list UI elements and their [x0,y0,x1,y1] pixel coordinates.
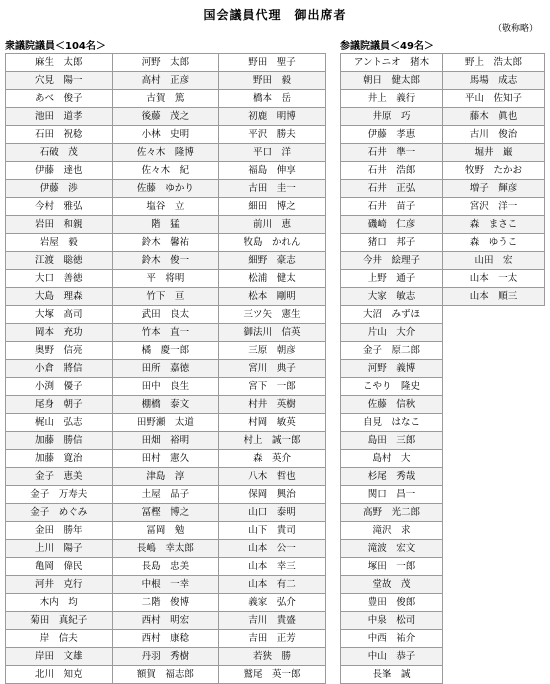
member-name-cell: 長嶋 幸太郎 [112,540,219,558]
member-name-cell: 高村 正彦 [112,72,219,90]
member-name-cell: 丹羽 秀樹 [112,648,219,666]
member-name-cell: 大沼 みずほ [341,306,443,324]
member-name-cell: 田所 嘉徳 [112,360,219,378]
member-name-cell: 岸 信夫 [6,630,113,648]
member-name-cell: 塚田 一郎 [341,558,443,576]
member-name-cell: 奥野 信亮 [6,342,113,360]
member-name-cell: アントニオ 猪木 [341,54,443,72]
table-row [6,576,326,594]
table-row [341,576,545,594]
member-name-cell: 長峯 誠 [341,666,443,684]
member-name-cell: 滝波 宏文 [341,540,443,558]
upper-house-heading: 参議院議員＜49名＞ [340,41,434,52]
table-row [341,612,545,630]
member-name-cell: 自見 はなこ [341,414,443,432]
member-name-cell: 加藤 勝信 [6,432,113,450]
member-name-cell: 村上 誠一郎 [219,432,326,450]
member-name-cell: 北川 知克 [6,666,113,684]
member-name-cell: 冨岡 勉 [112,522,219,540]
table-row [6,234,326,252]
member-name-cell: 御法川 信英 [219,324,326,342]
empty-cell [443,324,545,342]
member-name-cell: 野上 浩太郎 [443,54,545,72]
empty-cell [443,576,545,594]
member-name-cell: 西村 明宏 [112,612,219,630]
member-name-cell: 古賀 篤 [112,90,219,108]
empty-cell [443,540,545,558]
member-name-cell: 馬場 成志 [443,72,545,90]
table-row [6,270,326,288]
member-name-cell: 金子 恵美 [6,468,113,486]
member-name-cell: 堂故 茂 [341,576,443,594]
member-name-cell: 森 ゆうこ [443,234,545,252]
member-name-cell: 佐々木 隆博 [112,144,219,162]
member-name-cell: 岸田 文雄 [6,648,113,666]
member-name-cell: 高野 光二郎 [341,504,443,522]
member-name-cell: 村岡 敏英 [219,414,326,432]
member-name-cell: 猪口 邦子 [341,234,443,252]
member-name-cell: 細野 豪志 [219,252,326,270]
member-name-cell: 森 まさこ [443,216,545,234]
empty-cell [443,486,545,504]
member-name-cell: 宮川 典子 [219,360,326,378]
table-row [6,72,326,90]
member-name-cell: 田野瀬 太道 [112,414,219,432]
member-name-cell: 岩田 和親 [6,216,113,234]
table-row [341,306,545,324]
table-row [6,522,326,540]
member-name-cell: 伊藤 達也 [6,162,113,180]
table-row [341,396,545,414]
upper-house-table [340,53,545,684]
table-row [6,90,326,108]
table-row [6,360,326,378]
member-name-cell: 石井 正弘 [341,180,443,198]
member-name-cell: 金子 原二郎 [341,342,443,360]
member-name-cell: 八木 哲也 [219,468,326,486]
member-name-cell: 石井 準一 [341,144,443,162]
table-row [6,486,326,504]
member-name-cell: 麻生 太郎 [6,54,113,72]
member-name-cell: 野田 聖子 [219,54,326,72]
member-name-cell: 福島 伸享 [219,162,326,180]
empty-cell [443,630,545,648]
member-name-cell: 松浦 健太 [219,270,326,288]
table-row [6,144,326,162]
member-name-cell: 井原 巧 [341,108,443,126]
member-name-cell: 池田 道孝 [6,108,113,126]
member-name-cell: 二階 俊博 [112,594,219,612]
member-name-cell: 鷲尾 英一郎 [219,666,326,684]
member-name-cell: 岩屋 毅 [6,234,113,252]
member-name-cell: 古川 俊治 [443,126,545,144]
table-row [6,288,326,306]
table-row [6,108,326,126]
member-name-cell: 今井 絵理子 [341,252,443,270]
table-row [6,630,326,648]
table-row [341,378,545,396]
member-name-cell: 細田 博之 [219,198,326,216]
member-name-cell: 田村 憲久 [112,450,219,468]
member-name-cell: 額賀 福志郎 [112,666,219,684]
member-name-cell: 田中 良生 [112,378,219,396]
member-name-cell: 牧島 かれん [219,234,326,252]
table-row [341,216,545,234]
member-name-cell: 加藤 寛治 [6,450,113,468]
member-name-cell: 鈴木 俊一 [112,252,219,270]
member-name-cell: 木内 均 [6,594,113,612]
table-row [341,162,545,180]
member-name-cell: 藤木 眞也 [443,108,545,126]
lower-house-table [5,53,326,684]
table-row [341,450,545,468]
table-row [6,648,326,666]
empty-cell [443,360,545,378]
empty-cell [443,450,545,468]
member-name-cell: 石田 祝稔 [6,126,113,144]
table-row [6,324,326,342]
empty-cell [443,396,545,414]
table-row [341,360,545,378]
member-name-cell: 佐藤 ゆかり [112,180,219,198]
table-row [6,126,326,144]
member-name-cell: 金子 めぐみ [6,504,113,522]
table-row [6,612,326,630]
member-name-cell: 前川 恵 [219,216,326,234]
member-name-cell: 大島 理森 [6,288,113,306]
member-name-cell: 山本 幸三 [219,558,326,576]
member-name-cell: 河野 太郎 [112,54,219,72]
member-name-cell: 堀井 巌 [443,144,545,162]
member-name-cell: 増子 輝彦 [443,180,545,198]
member-name-cell: 塩谷 立 [112,198,219,216]
member-name-cell: 河野 義博 [341,360,443,378]
member-name-cell: 金田 勝年 [6,522,113,540]
member-name-cell: 大口 善徳 [6,270,113,288]
member-name-cell: 田畑 裕明 [112,432,219,450]
member-name-cell: 冨樫 博之 [112,504,219,522]
member-name-cell: 石井 苗子 [341,198,443,216]
member-name-cell: 伊藤 渉 [6,180,113,198]
empty-cell [443,594,545,612]
member-name-cell: 中山 恭子 [341,648,443,666]
member-name-cell: 村井 英樹 [219,396,326,414]
empty-cell [443,414,545,432]
member-name-cell: 平山 佐知子 [443,90,545,108]
table-row [341,324,545,342]
table-row [6,468,326,486]
empty-cell [443,504,545,522]
member-name-cell: 鈴木 馨祐 [112,234,219,252]
table-row [6,198,326,216]
member-name-cell: こやり 隆史 [341,378,443,396]
table-row [341,144,545,162]
empty-cell [443,558,545,576]
table-row [341,234,545,252]
member-name-cell: 牧野 たかお [443,162,545,180]
lower-house-heading: 衆議院議員＜104名＞ [5,41,106,52]
member-name-cell: 金子 万寿夫 [6,486,113,504]
member-name-cell: 磯崎 仁彦 [341,216,443,234]
table-row [341,558,545,576]
member-name-cell: 武田 良太 [112,306,219,324]
table-row [341,198,545,216]
member-name-cell: 宮下 一郎 [219,378,326,396]
member-name-cell: 大塚 高司 [6,306,113,324]
member-name-cell: 保岡 興治 [219,486,326,504]
table-row [6,378,326,396]
member-name-cell: 大家 敏志 [341,288,443,306]
member-name-cell: 小林 史明 [112,126,219,144]
table-row [341,414,545,432]
member-name-cell: 義家 弘介 [219,594,326,612]
member-name-cell: 杉尾 秀哉 [341,468,443,486]
member-name-cell: 石井 浩郎 [341,162,443,180]
member-name-cell: 宮沢 洋一 [443,198,545,216]
table-row [341,288,545,306]
member-name-cell: 平口 洋 [219,144,326,162]
honorific-note: （敬称略） [492,24,538,34]
member-name-cell: 関口 昌一 [341,486,443,504]
table-row [341,90,545,108]
table-row [341,252,545,270]
member-name-cell: 平 将明 [112,270,219,288]
table-row [6,396,326,414]
member-name-cell: 竹下 亘 [112,288,219,306]
table-row [341,72,545,90]
table-row [341,504,545,522]
member-name-cell: 豊田 俊郎 [341,594,443,612]
empty-cell [443,522,545,540]
member-name-cell: 若狭 勝 [219,648,326,666]
member-name-cell: 島村 大 [341,450,443,468]
table-row [341,180,545,198]
member-name-cell: 平沢 勝夫 [219,126,326,144]
table-row [6,450,326,468]
member-name-cell: 井上 義行 [341,90,443,108]
table-row [6,504,326,522]
member-name-cell: 津島 淳 [112,468,219,486]
table-row [6,252,326,270]
member-name-cell: 菊田 真紀子 [6,612,113,630]
member-name-cell: 西村 康稔 [112,630,219,648]
member-name-cell: 上野 通子 [341,270,443,288]
member-name-cell: 中西 祐介 [341,630,443,648]
member-name-cell: 三原 朝彦 [219,342,326,360]
table-row [6,342,326,360]
member-name-cell: 河井 克行 [6,576,113,594]
member-name-cell: 山本 有二 [219,576,326,594]
member-name-cell: 小渕 優子 [6,378,113,396]
member-name-cell: 吉田 正芳 [219,630,326,648]
table-row [341,432,545,450]
member-name-cell: 土屋 品子 [112,486,219,504]
member-name-cell: 上川 陽子 [6,540,113,558]
member-name-cell: 梶山 弘志 [6,414,113,432]
member-name-cell: 長島 忠美 [112,558,219,576]
member-name-cell: 山本 一太 [443,270,545,288]
member-name-cell: 岡本 充功 [6,324,113,342]
table-row [341,270,545,288]
table-row [6,414,326,432]
table-row [6,558,326,576]
table-row [341,594,545,612]
upper-house-body [341,54,545,684]
member-name-cell: 三ツ矢 憲生 [219,306,326,324]
table-row [6,162,326,180]
table-row [341,126,545,144]
member-name-cell: 棚橋 泰文 [112,396,219,414]
member-name-cell: 佐藤 信秋 [341,396,443,414]
member-name-cell: 初鹿 明博 [219,108,326,126]
member-name-cell: 片山 大介 [341,324,443,342]
member-name-cell: 古田 圭一 [219,180,326,198]
member-name-cell: 滝沢 求 [341,522,443,540]
member-name-cell: 伊藤 孝恵 [341,126,443,144]
table-row [341,342,545,360]
member-name-cell: 野田 毅 [219,72,326,90]
table-row [341,468,545,486]
member-name-cell: 石破 茂 [6,144,113,162]
empty-cell [443,648,545,666]
table-row [341,54,545,72]
member-name-cell: 山下 貴司 [219,522,326,540]
table-row [341,108,545,126]
member-name-cell: 島田 三郎 [341,432,443,450]
member-name-cell: 山本 順三 [443,288,545,306]
member-name-cell: 中泉 松司 [341,612,443,630]
member-name-cell: 江渡 聡徳 [6,252,113,270]
table-row [6,54,326,72]
empty-cell [443,468,545,486]
member-name-cell: 階 猛 [112,216,219,234]
member-name-cell: 吉川 貴盛 [219,612,326,630]
table-row [6,666,326,684]
member-name-cell: 今村 雅弘 [6,198,113,216]
member-name-cell: 穴見 陽一 [6,72,113,90]
member-name-cell: 山口 泰明 [219,504,326,522]
member-name-cell: 亀岡 偉民 [6,558,113,576]
table-row [6,216,326,234]
table-row [341,486,545,504]
empty-cell [443,666,545,684]
table-row [341,648,545,666]
lower-house-body [6,54,326,684]
empty-cell [443,432,545,450]
table-row [6,180,326,198]
member-name-cell: 尾身 朝子 [6,396,113,414]
member-name-cell: 佐々木 紀 [112,162,219,180]
empty-cell [443,612,545,630]
member-name-cell: 橘 慶一郎 [112,342,219,360]
table-row [6,594,326,612]
member-name-cell: 橋本 岳 [219,90,326,108]
page-title: 国会議員代理 御出席者 [203,8,347,22]
member-name-cell: 山本 公一 [219,540,326,558]
member-name-cell: 竹本 直一 [112,324,219,342]
table-row [341,540,545,558]
table-row [6,432,326,450]
table-row [341,666,545,684]
empty-cell [443,306,545,324]
member-name-cell: 後藤 茂之 [112,108,219,126]
member-name-cell: 森 英介 [219,450,326,468]
empty-cell [443,378,545,396]
member-name-cell: 松本 剛明 [219,288,326,306]
empty-cell [443,342,545,360]
table-row [6,540,326,558]
table-row [341,522,545,540]
member-name-cell: 山田 宏 [443,252,545,270]
member-name-cell: 中根 一幸 [112,576,219,594]
table-row [6,306,326,324]
member-name-cell: 小倉 將信 [6,360,113,378]
member-name-cell: あべ 俊子 [6,90,113,108]
table-row [341,630,545,648]
member-name-cell: 朝日 健太郎 [341,72,443,90]
